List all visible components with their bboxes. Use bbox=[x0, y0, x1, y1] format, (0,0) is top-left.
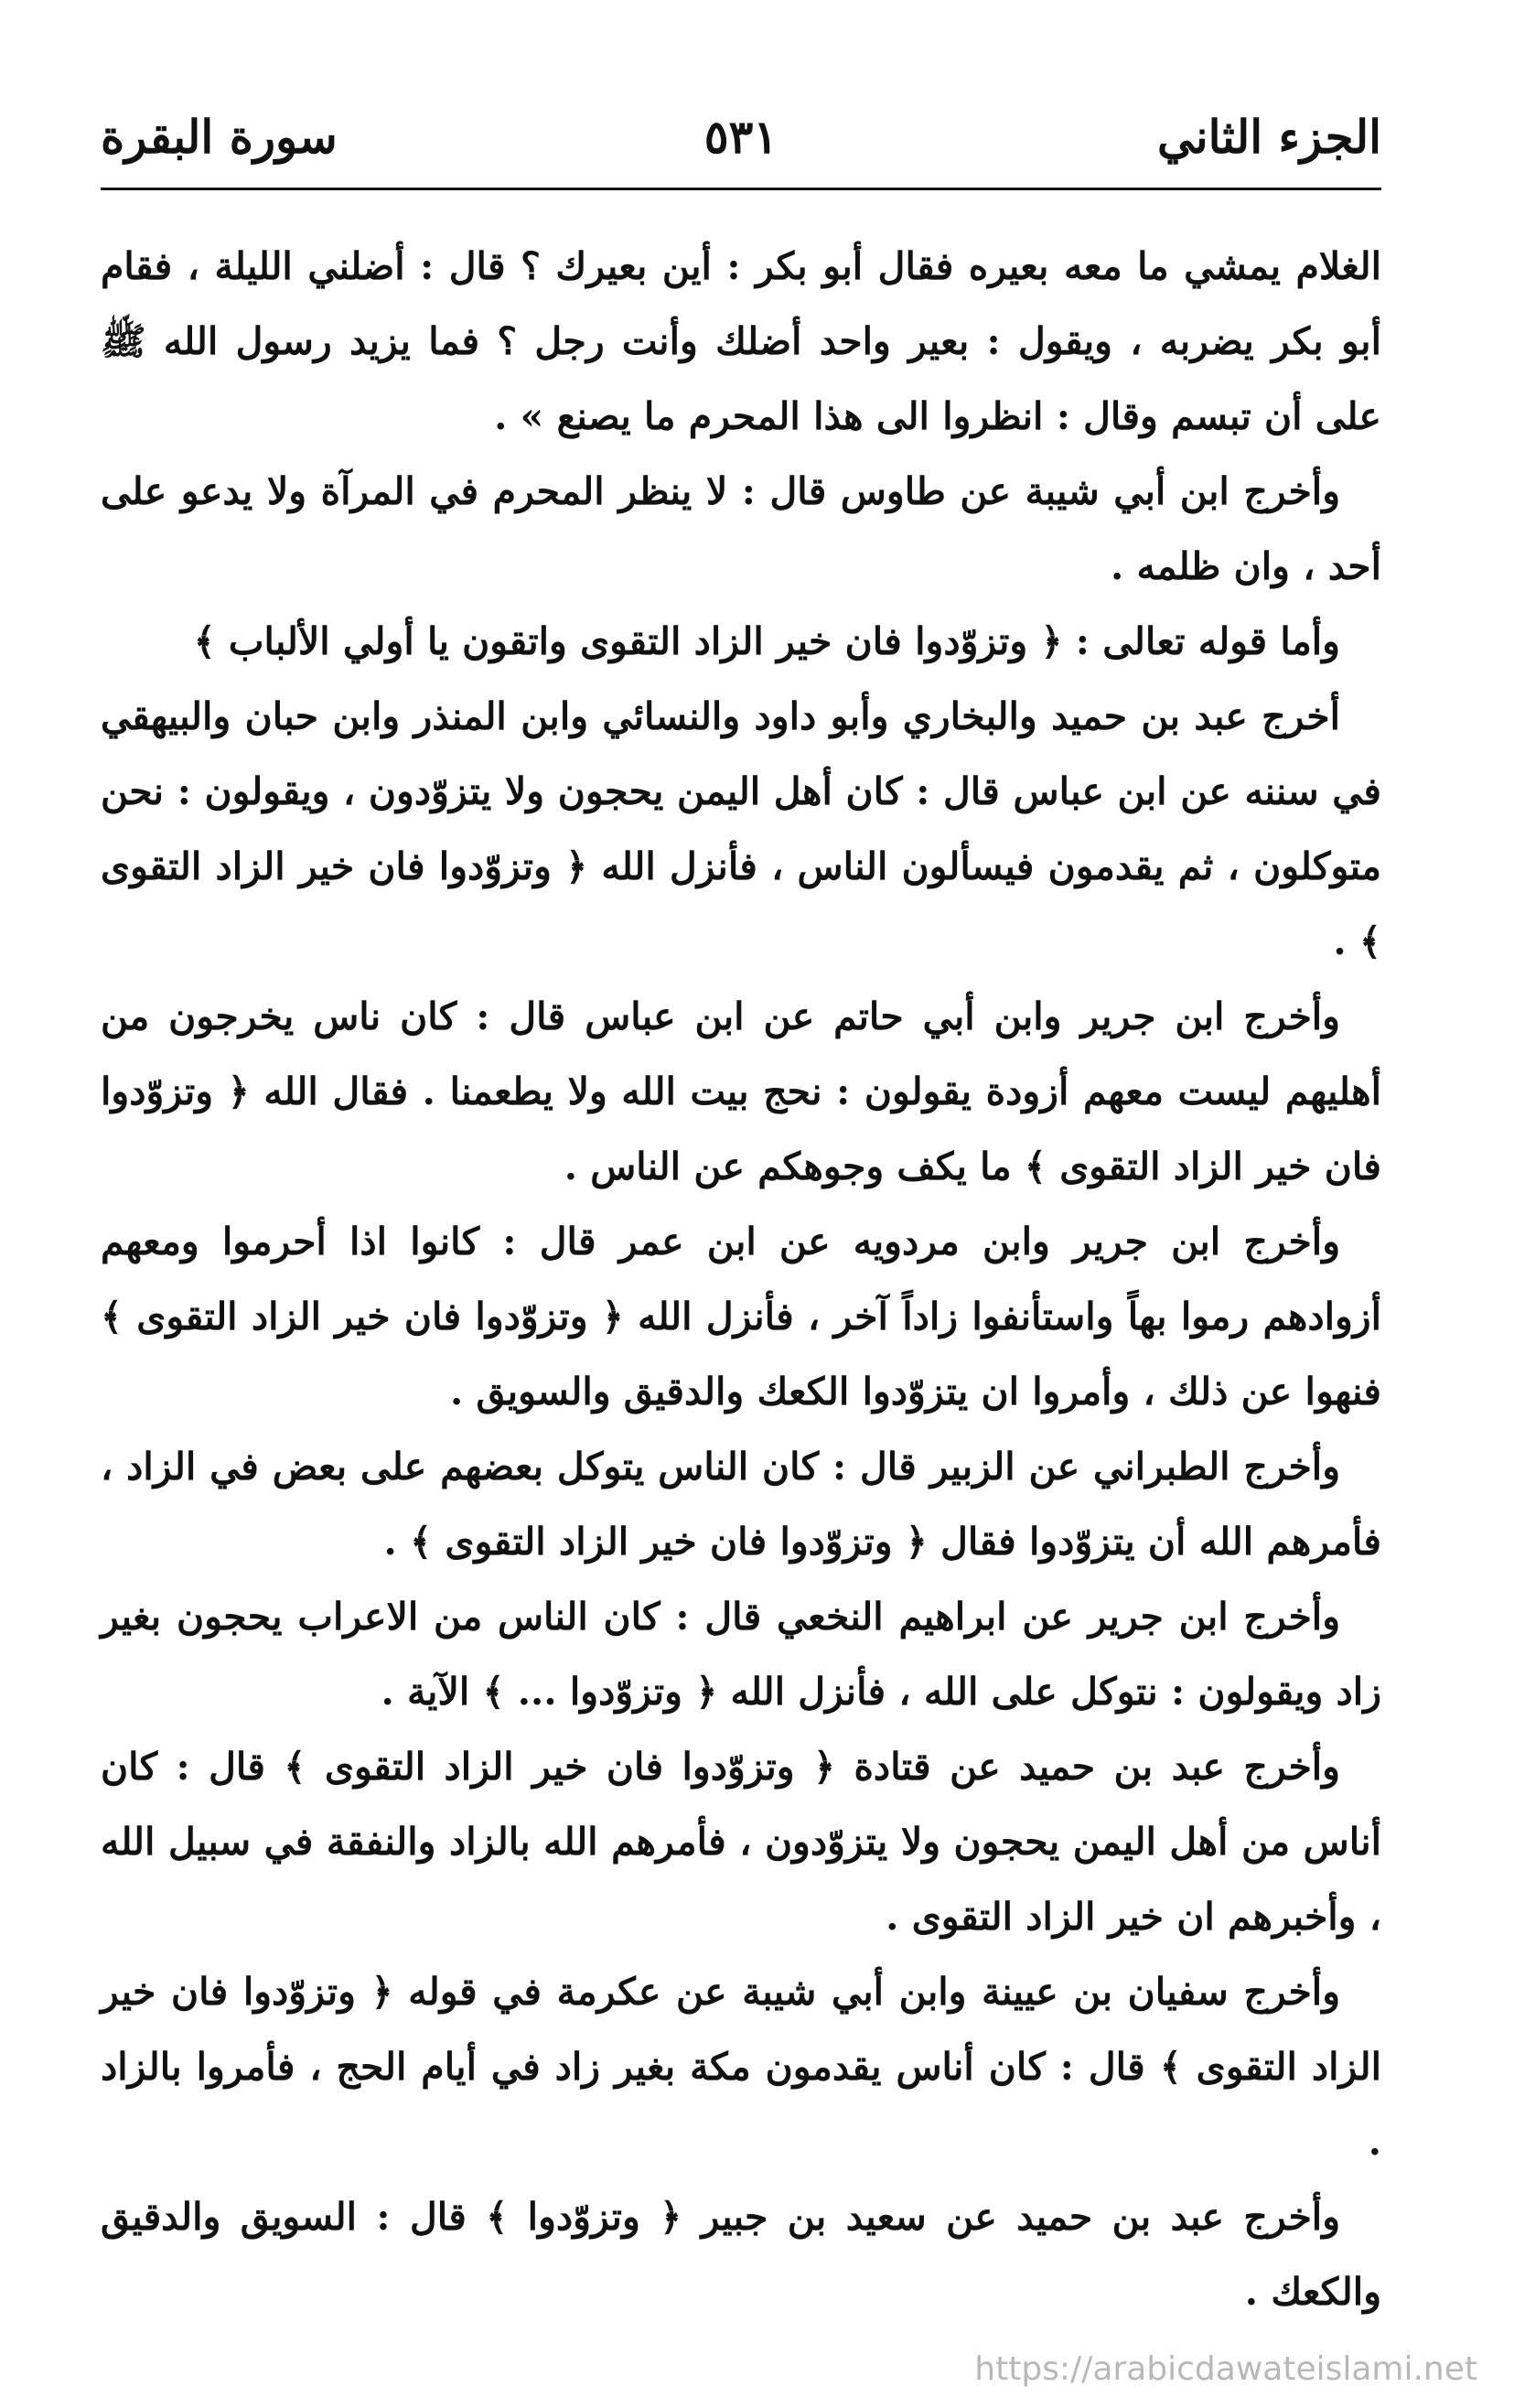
header-divider bbox=[101, 188, 1381, 190]
paragraph: وأخرج الطبراني عن الزبير قال : كان الناس يتوكل بعضهم على بعض في الزاد ، فأمرهم الله أن يتزوّدوا فقال ﴿ وتزوّدوا فان خير الزاد التقوى ﴾ . bbox=[101, 1445, 1381, 1564]
surah-label: سورة البقرة bbox=[101, 110, 338, 164]
paragraph: الغلام يمشي ما معه بعيره فقال أبو بكر : أين بعيرك ؟ قال : أضلني الليلة ، فقام أبو بكر يضربه ، ويقول : بعير واحد أضلك وأنت رجل ؟ فما يزيد رسول الله ﷺ على أن تبسم وقال : انظروا الى هذا المحرم ما يصنع » . bbox=[101, 244, 1381, 438]
paragraph: وأخرج ابن أبي شيبة عن طاوس قال : لا ينظر المحرم في المرآة ولا يدعو على أحد ، وان ظلمه . bbox=[101, 469, 1381, 588]
page-body bbox=[101, 229, 1381, 2329]
page-header bbox=[101, 101, 1381, 183]
paragraph: وأخرج سفيان بن عيينة وابن أبي شيبة عن عكرمة في قوله ﴿ وتزوّدوا فان خير الزاد التقوى ﴾ قال : كان أناس يقدمون مكة بغير زاد في أيام الحج ، فأمروا بالزاد . bbox=[101, 1970, 1381, 2164]
paragraph: وأخرج عبد بن حميد عن سعيد بن جبير ﴿ وتزوّدوا ﴾ قال : السويق والدقيق والكعك . bbox=[101, 2195, 1381, 2314]
paragraph: وأما قوله تعالى : ﴿ وتزوّدوا فان خير الزاد التقوى واتقون يا أولي الألباب ﴾ bbox=[193, 619, 1340, 663]
watermark-url: https://arabicdawateislami.net bbox=[974, 2350, 1477, 2388]
paragraph: وأخرج ابن جرير وابن مردويه عن ابن عمر قال : كانوا اذا أحرموا ومعهم أزوادهم رموا بهاً واستأنفوا زاداً آخر ، فأنزل الله ﴿ وتزوّدوا فان خير الزاد التقوى ﴾ فنهوا عن ذلك ، وأمروا ان يتزوّدوا الكعك والدقيق والسويق . bbox=[101, 1220, 1381, 1414]
page-number: ٥٣١ bbox=[703, 110, 778, 164]
juz-label: الجزء الثاني bbox=[1157, 110, 1381, 164]
paragraph: وأخرج ابن جرير وابن أبي حاتم عن ابن عباس قال : كان ناس يخرجون من أهليهم ليست معهم أزودة يقولون : نحج بيت الله ولا يطعمنا . فقال الله ﴿ وتزوّدوا فان خير الزاد التقوى ﴾ ما يكف وجوهكم عن الناس . bbox=[101, 994, 1381, 1188]
paragraph: وأخرج عبد بن حميد عن قتادة ﴿ وتزوّدوا فان خير الزاد التقوى ﴾ قال : كان أناس من أهل اليمن يحجون ولا يتزوّدون ، فأمرهم الله بالزاد والنفقة في سبيل الله ، وأخبرهم ان خير الزاد التقوى . bbox=[101, 1745, 1381, 1939]
paragraph: أخرج عبد بن حميد والبخاري وأبو داود والنسائي وابن المنذر وابن حبان والبيهقي في سننه عن ابن عباس قال : كان أهل اليمن يحجون ولا يتزوّدون ، ويقولون : نحن متوكلون ، ثم يقدمون فيسألون الناس ، فأنزل الله ﴿ وتزوّدوا فان خير الزاد التقوى ﴾ . bbox=[101, 694, 1381, 963]
paragraph: وأخرج ابن جرير عن ابراهيم النخعي قال : كان الناس من الاعراب يحجون بغير زاد ويقولون : نتوكل على الله ، فأنزل الله ﴿ وتزوّدوا ... ﴾ الآية . bbox=[101, 1595, 1381, 1714]
